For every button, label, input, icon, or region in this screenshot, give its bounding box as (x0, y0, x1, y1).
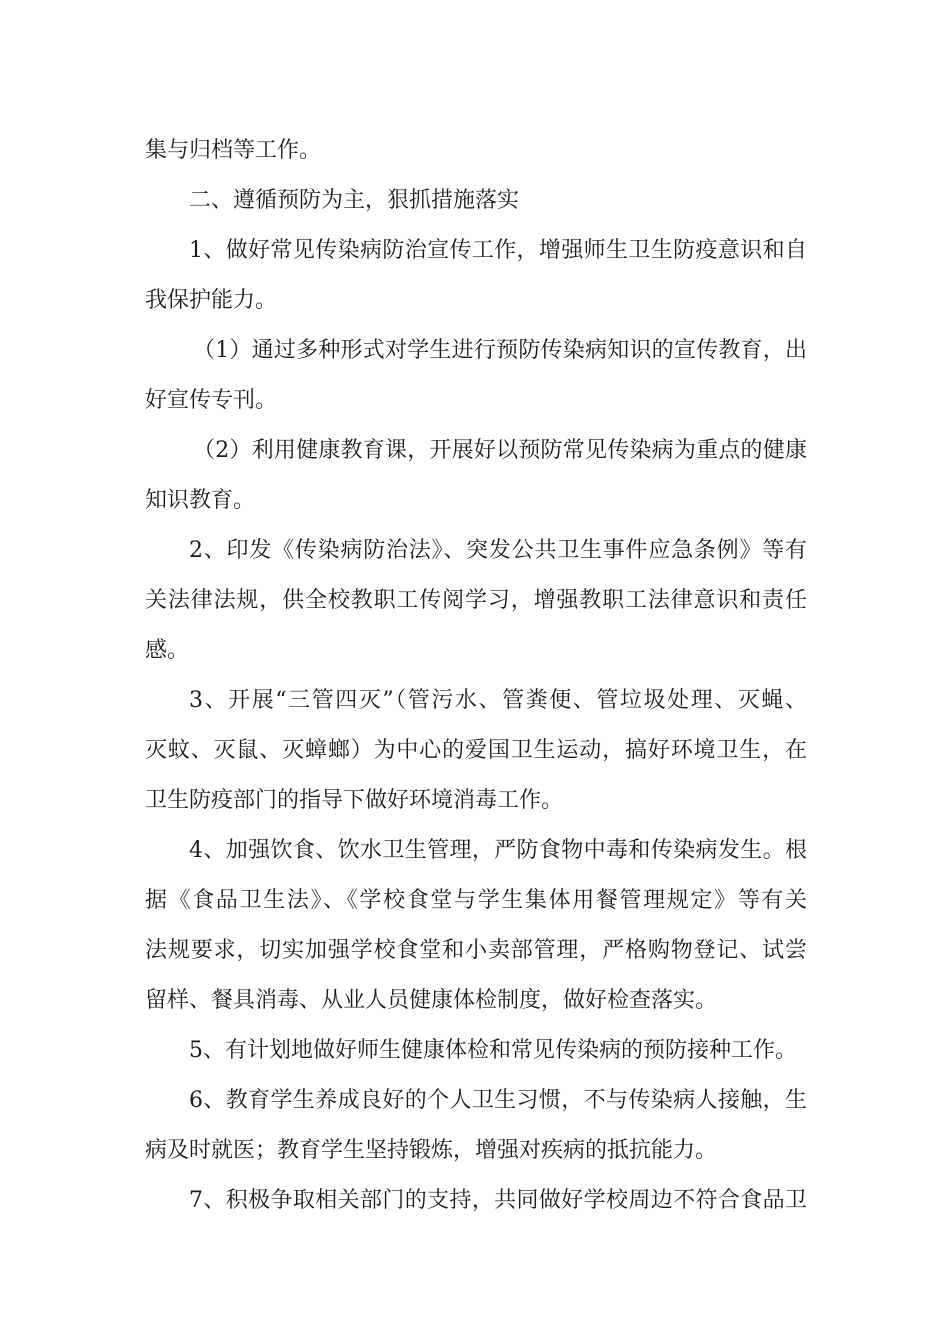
text-line: 知识教育。 (145, 488, 256, 513)
text-line: 1、做好常见传染病防治宣传工作，增强师生卫生防疫意识和自 (189, 238, 807, 263)
text-line: 3、开展“三管四灭”（管污水、管粪便、管垃圾处理、灭蝇、 (189, 688, 807, 713)
text-line: 据《食品卫生法》、《学校食堂与学生集体用餐管理规定》等有关 (145, 888, 807, 913)
text-line: 7、积极争取相关部门的支持，共同做好学校周边不符合食品卫 (189, 1188, 807, 1213)
text-line: 卫生防疫部门的指导下做好环境消毒工作。 (145, 788, 564, 813)
text-line: 2、印发《传染病防治法》、突发公共卫生事件应急条例》等有 (189, 538, 807, 563)
text-line: （2）利用健康教育课，开展好以预防常见传染病为重点的健康 (193, 438, 807, 463)
text-line: 我保护能力。 (145, 288, 278, 313)
text-line: 病及时就医；教育学生坚持锻炼，增强对疾病的抵抗能力。 (145, 1138, 718, 1163)
text-line: 集与归档等工作。 (145, 138, 322, 163)
text-line: 留样、餐具消毒、从业人员健康体检制度，做好检查落实。 (145, 988, 718, 1013)
text-line: 5、有计划地做好师生健康体检和常见传染病的预防接种工作。 (189, 1038, 797, 1063)
text-line: 4、加强饮食、饮水卫生管理，严防食物中毒和传染病发生。根 (189, 838, 807, 863)
text-line: 二、遵循预防为主，狠抓措施落实 (189, 188, 520, 213)
text-line: 好宣传专刊。 (145, 388, 278, 413)
text-line: 灭蚊、灭鼠、灭蟑螂）为中心的爱国卫生运动，搞好环境卫生，在 (145, 738, 807, 763)
text-line: 6、教育学生养成良好的个人卫生习惯，不与传染病人接触，生 (189, 1088, 807, 1113)
document-body (145, 126, 807, 1226)
text-line: 关法律法规，供全校教职工传阅学习，增强教职工法律意识和责任 (145, 588, 807, 613)
text-line: 感。 (145, 638, 190, 663)
text-line: 法规要求，切实加强学校食堂和小卖部管理，严格购物登记、试尝 (145, 938, 807, 963)
text-line: （1）通过多种形式对学生进行预防传染病知识的宣传教育，出 (193, 338, 807, 363)
